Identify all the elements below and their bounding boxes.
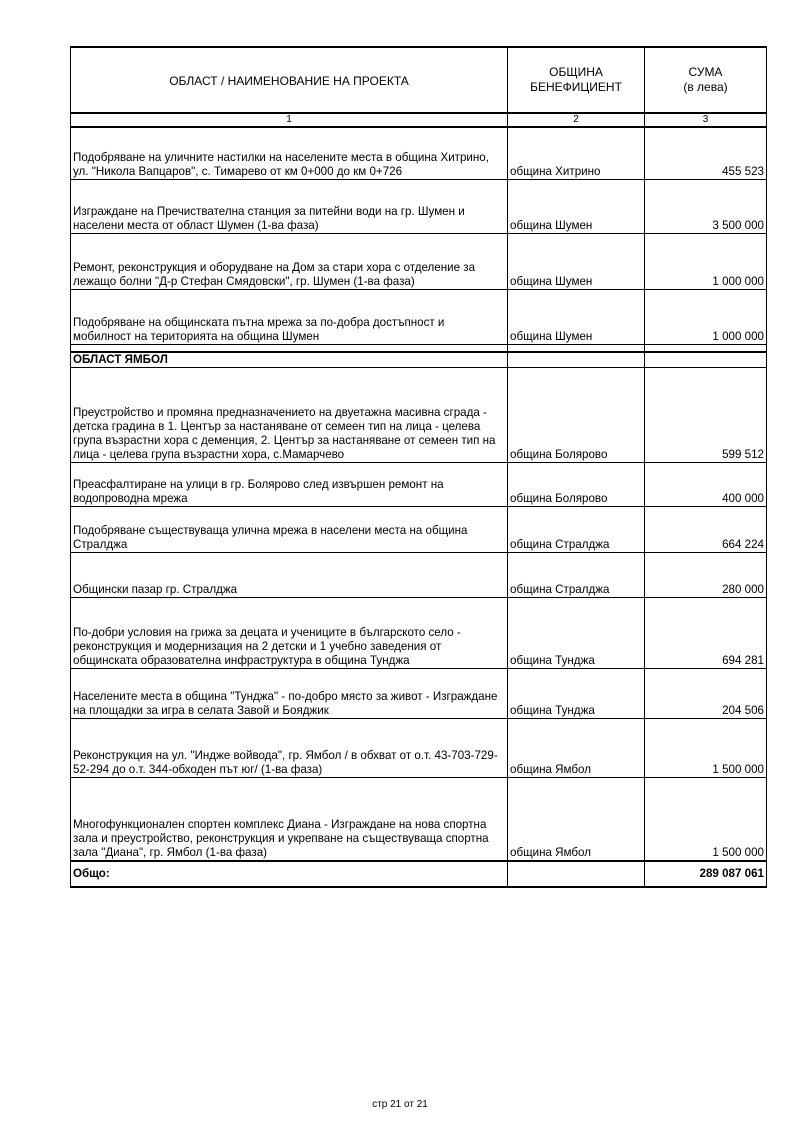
beneficiary: община Болярово bbox=[508, 463, 645, 507]
table-row bbox=[71, 463, 767, 507]
header-amount: СУМА (в лева) bbox=[645, 47, 767, 113]
table-header-row bbox=[71, 47, 767, 113]
beneficiary: община Ямбол bbox=[508, 778, 645, 862]
table-row bbox=[71, 507, 767, 553]
section-separator bbox=[71, 345, 767, 353]
amount: 455 523 bbox=[645, 127, 767, 180]
amount: 1 500 000 bbox=[645, 719, 767, 778]
table-row bbox=[71, 290, 767, 345]
amount: 694 281 bbox=[645, 598, 767, 669]
total-row bbox=[71, 861, 767, 887]
amount: 1 000 000 bbox=[645, 290, 767, 345]
project-name: Населените места в община "Тунджа" - по-добро място за живот - Изграждане на площадки за игра в селата Завой и Бояджик bbox=[71, 669, 508, 719]
amount: 664 224 bbox=[645, 507, 767, 553]
project-name: Многофункционален спортен комплекс Диана - Изграждане на нова спортна зала и преустройство, реконструкция и укрепване на съществуваща спортна зала "Диана", гр. Ямбол (1-ва фаза) bbox=[71, 778, 508, 862]
amount: 280 000 bbox=[645, 553, 767, 598]
column-number-3: 3 bbox=[645, 113, 767, 127]
beneficiary: община Шумен bbox=[508, 180, 645, 234]
project-name: По-добри условия на грижа за децата и учениците в българското село - реконструкция и модернизация на 2 детски и 1 учебно заведения от общинската образователна инфраструктура в община Тунджа bbox=[71, 598, 508, 669]
amount: 1 000 000 bbox=[645, 234, 767, 290]
total-label: Общо: bbox=[71, 861, 508, 887]
project-name: Реконструкция на ул. "Индже войвода", гр. Ямбол / в обхват от о.т. 43-703-729-52-294 до о.т. 344-обходен път юг/ (1-ва фаза) bbox=[71, 719, 508, 778]
table-row bbox=[71, 127, 767, 180]
beneficiary: община Хитрино bbox=[508, 127, 645, 180]
table-row bbox=[71, 553, 767, 598]
amount: 204 506 bbox=[645, 669, 767, 719]
project-name: Подобряване на общинската пътна мрежа за по-добра достъпност и мобилност на територията на община Шумен bbox=[71, 290, 508, 345]
project-name: Подобряване на уличните настилки на населените места в община Хитрино, ул. "Никола Вапцаров", с. Тимарево от км 0+000 до км 0+726 bbox=[71, 127, 508, 180]
header-beneficiary: ОБЩИНА БЕНЕФИЦИЕНТ bbox=[508, 47, 645, 113]
amount: 1 500 000 bbox=[645, 778, 767, 862]
project-name: Преасфалтиране на улици в гр. Болярово след извършен ремонт на водопроводна мрежа bbox=[71, 463, 508, 507]
beneficiary: община Шумен bbox=[508, 290, 645, 345]
project-name: Изграждане на Пречиствателна станция за питейни води на гр. Шумен и населени места от област Шумен (1-ва фаза) bbox=[71, 180, 508, 234]
beneficiary: община Стралджа bbox=[508, 507, 645, 553]
table-row bbox=[71, 368, 767, 463]
table-row bbox=[71, 719, 767, 778]
beneficiary: община Тунджа bbox=[508, 669, 645, 719]
total-amount: 289 087 061 bbox=[645, 861, 767, 887]
beneficiary: община Стралджа bbox=[508, 553, 645, 598]
project-name: Ремонт, реконструкция и оборудване на Дом за стари хора с отделение за лежащо болни "Д-р Стефан Смядовски", гр. Шумен (1-ва фаза) bbox=[71, 234, 508, 290]
amount: 400 000 bbox=[645, 463, 767, 507]
page-number: стр 21 от 21 bbox=[372, 1099, 428, 1110]
project-name: Преустройство и промяна предназначението на двуетажна масивна сграда - детска градина в 1. Център за настаняване от семеен тип на лица - целева група възрастни хора с деменция, 2. Център за настаняване от семеен тип на лица - целева група възрастни хора, с.Мамарчево bbox=[71, 368, 508, 463]
table-row bbox=[71, 778, 767, 862]
beneficiary: община Шумен bbox=[508, 234, 645, 290]
column-number-row bbox=[71, 113, 767, 127]
amount: 3 500 000 bbox=[645, 180, 767, 234]
table-row bbox=[71, 669, 767, 719]
beneficiary: община Тунджа bbox=[508, 598, 645, 669]
beneficiary: община Ямбол bbox=[508, 719, 645, 778]
table-row bbox=[71, 180, 767, 234]
region-row bbox=[71, 352, 767, 368]
column-number-1: 1 bbox=[71, 113, 508, 127]
projects-table bbox=[70, 46, 767, 888]
table-row bbox=[71, 598, 767, 669]
project-name: Общински пазар гр. Стралджа bbox=[71, 553, 508, 598]
header-project: ОБЛАСТ / НАИМЕНОВАНИЕ НА ПРОЕКТА bbox=[71, 47, 508, 113]
amount: 599 512 bbox=[645, 368, 767, 463]
project-name: Подобряване съществуваща улична мрежа в населени места на община Стралджа bbox=[71, 507, 508, 553]
region-heading: ОБЛАСТ ЯМБОЛ bbox=[71, 352, 508, 368]
table-row bbox=[71, 234, 767, 290]
column-number-2: 2 bbox=[508, 113, 645, 127]
beneficiary: община Болярово bbox=[508, 368, 645, 463]
